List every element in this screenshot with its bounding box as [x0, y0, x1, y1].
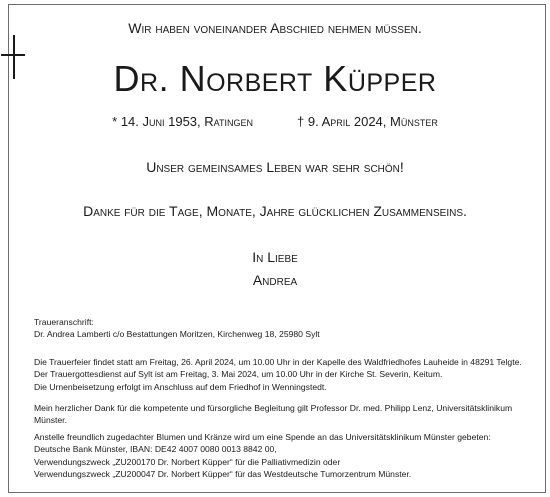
life-dates: [0, 114, 550, 129]
cross-symbol-horizontal: [1, 54, 25, 56]
quote-line-2: Danke für die Tage, Monate, Jahre glücklichen Zusammenseins.: [83, 203, 467, 219]
death-date: † 9. April 2024, Münster: [297, 114, 438, 129]
thanks-block: [34, 402, 534, 427]
funeral-line: Die Urnenbeisetzung erfolgt im Anschluss auf dem Friedhof in Wenningstedt.: [34, 381, 327, 392]
thanks-line: Mein herzlicher Dank für die kompetente und fürsorgliche Begleitung gilt Professor Dr. med. Philipp Lenz, Universitätsklinikum: [34, 403, 513, 413]
closing-in-love: In Liebe: [252, 249, 298, 265]
donation-line: Deutsche Bank Münster, IBAN: DE42 4007 0080 0013 8842 00,: [34, 444, 277, 455]
funeral-block: [34, 356, 534, 393]
address-text: Dr. Andrea Lamberti c/o Bestattungen Moritzen, Kirchenweg 18, 25980 Sylt: [34, 329, 320, 340]
donation-block: [34, 431, 534, 481]
donation-line: Anstelle freundlich zugedachter Blumen und Kränze wird um eine Spende an das Universitätsklinikum Münster gebeten:: [34, 432, 491, 442]
funeral-line: Der Trauergottesdienst auf Sylt ist am Freitag, 3. Mai 2024, um 10.00 Uhr in der Kirche St. Severin, Keitum.: [34, 369, 443, 380]
thanks-line: Münster.: [34, 415, 67, 426]
birth-date: * 14. Juni 1953, Ratingen: [112, 114, 253, 129]
header-text: Wir haben voneinander Abschied nehmen müssen.: [128, 20, 422, 36]
donation-line: Verwendungszweck „ZU200170 Dr. Norbert Küpper“ für die Palliativmedizin oder: [34, 456, 341, 467]
deceased-name: Dr. Norbert Küpper: [113, 58, 437, 99]
quote-line-1: Unser gemeinsames Leben war sehr schön!: [146, 159, 404, 175]
closing-signature: Andrea: [252, 272, 298, 288]
funeral-line: Die Trauerfeier findet statt am Freitag, 26. April 2024, um 10.00 Uhr in der Kapelle des Waldfriedhofes Lauheide in 48291 Telgte.: [34, 357, 522, 367]
address-label: Traueranschrift:: [34, 317, 94, 327]
address-block: [34, 316, 534, 341]
donation-line: Verwendungszweck „ZU200047 Dr. Norbert Küpper“ für das Westdeutsche Tumorzentrum Münster.: [34, 469, 412, 480]
